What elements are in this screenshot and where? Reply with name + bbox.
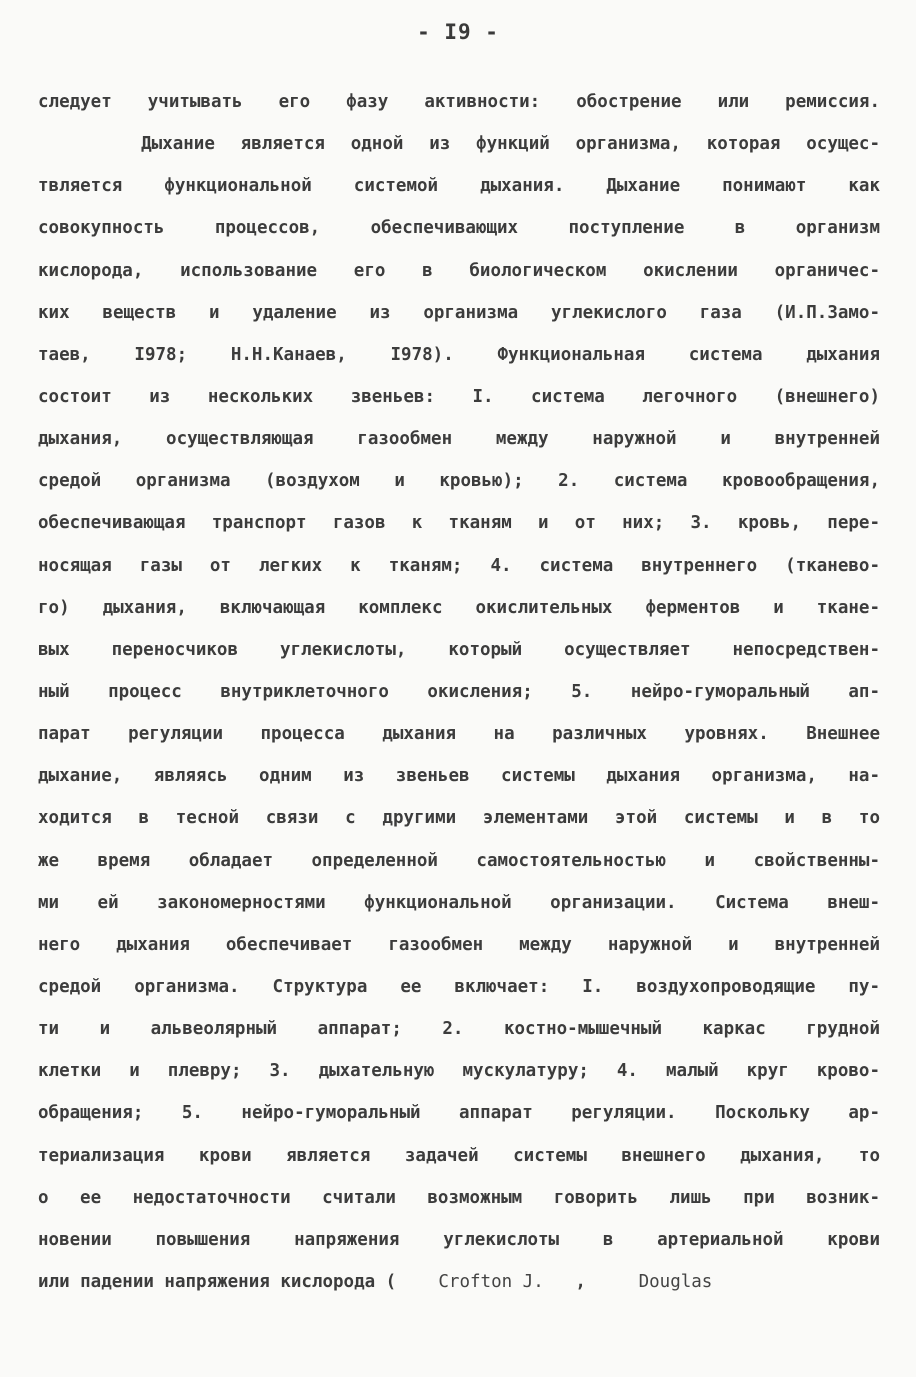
text-line: вых переносчиков углекислоты, который осуществляет непосредствен- — [38, 639, 880, 660]
text-line: совокупность процессов, обеспечивающих поступление в организм — [38, 218, 880, 239]
text-line: твляется функциональной системой дыхания. Дыхание понимают как — [38, 176, 880, 197]
text-line: обеспечивающая транспорт газов к тканям и от них; 3. кровь, пере- — [38, 513, 880, 534]
text-line: кислорода, использование его в биологическом окислении органичес- — [38, 260, 880, 281]
text-line-last — [38, 1261, 880, 1303]
last-line-prefix: или падении напряжения кислорода ( — [38, 1271, 397, 1292]
text-line: следует учитывать его фазу активности: обострение или ремиссия. — [38, 92, 880, 112]
text-line: Дыхание является одной из функций организма, которая осущес- — [38, 134, 880, 155]
text-line: состоит из нескольких звеньев: I. система легочного (внешнего) — [38, 386, 880, 407]
text-line: таев, I978; Н.Н.Канаев, I978). Функциональная система дыхания — [38, 344, 880, 365]
text-line: дыхание, являясь одним из звеньев системы дыхания организма, на- — [38, 766, 880, 787]
text-line: новении повышения напряжения углекислоты в артериальной крови — [38, 1229, 880, 1250]
text-line: ти и альвеолярный аппарат; 2. костно-мышечный каркас грудной — [38, 1019, 880, 1040]
body-text — [38, 81, 880, 1303]
text-line: го) дыхания, включающая комплекс окислительных ферментов и ткане- — [38, 597, 880, 618]
text-line: средой организма (воздухом и кровью); 2. система кровообращения, — [38, 471, 880, 492]
text-line: него дыхания обеспечивает газообмен между наружной и внутренней — [38, 934, 880, 955]
text-line: же время обладает определенной самостоятельностью и свойственны- — [38, 850, 880, 871]
text-line: ходится в тесной связи с другими элементами этой системы и в то — [38, 808, 880, 829]
citation-separator: , — [575, 1271, 586, 1292]
text-line: териализация крови является задачей системы внешнего дыхания, то — [38, 1145, 880, 1166]
text-line: средой организма. Структура ее включает: I. воздухопроводящие пу- — [38, 976, 880, 997]
text-line: парат регуляции процесса дыхания на различных уровнях. Внешнее — [38, 724, 880, 745]
text-line: носящая газы от легких к тканям; 4. система внутреннего (тканево- — [38, 555, 880, 576]
text-line: о ее недостаточности считали возможным говорить лишь при возник- — [38, 1187, 880, 1208]
text-line: клетки и плевру; 3. дыхательную мускулатуру; 4. малый круг крово- — [38, 1061, 880, 1082]
text-line: обращения; 5. нейро-гуморальный аппарат регуляции. Поскольку ар- — [38, 1103, 880, 1124]
text-line: ный процесс внутриклеточного окисления; 5. нейро-гуморальный ап- — [38, 681, 880, 702]
text-line: ких веществ и удаление из организма углекислого газа (И.П.Замо- — [38, 302, 880, 323]
page-number: - I9 - — [417, 20, 499, 44]
text-line: ми ей закономерностями функциональной организации. Система внеш- — [38, 892, 880, 913]
text-line: дыхания, осуществляющая газообмен между наружной и внутренней — [38, 429, 880, 450]
citation-author-2: Douglas — [638, 1271, 713, 1292]
citation-author-1: Crofton J. — [438, 1271, 544, 1292]
